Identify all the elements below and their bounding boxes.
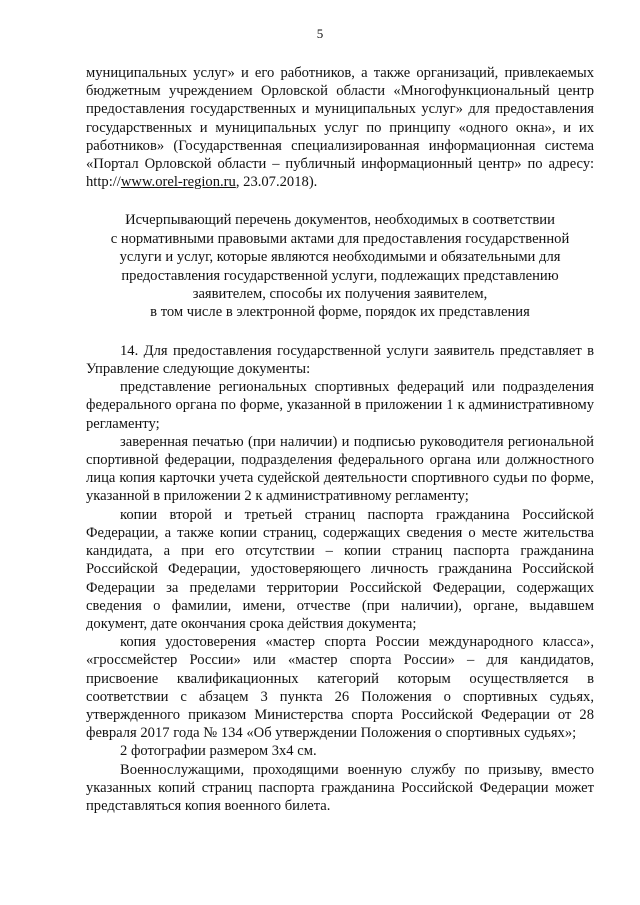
section-heading — [86, 211, 594, 321]
heading-line: с нормативными правовыми актами для предоставления государственной — [110, 230, 570, 247]
heading-line: услуги и услуг, которые являются необходимыми и обязательными для — [119, 249, 561, 266]
intro-text: муниципальных услуг» и его работников, а также организаций, привлекаемых бюджетным учреждением Орловской области «Многофункциональный центр предоставления государственных и муниципальных услуг» для предоставления государственных и муниципальных услуг по принципу «одного окна», и их работников» (Государственная специализированная информационная система «Портал Орловской области – публичный информационный центр» по адресу: http:// — [86, 65, 594, 191]
intro-text-end: , 23.07.2018). — [235, 174, 318, 191]
list-item: копии второй и третьей страниц паспорта гражданина Российской Федерации, а также копии страниц, содержащих сведения о месте жительства кандидата, а при его отсутствии – копии страниц паспорта гражданина Российской Федерации, удостоверяющего личность гражданина Российской Федерации за пределами территории Российской Федерации, содержащих сведения о фамилии, имени, отчестве (при наличии), органе, выдавшем документ, дате окончания срока действия документа; — [86, 506, 594, 632]
military-note: Военнослужащими, проходящими военную службу по призыву, вместо указанных копий страниц паспорта гражданина Российской Федерации может представляться копия военного билета. — [86, 761, 594, 814]
page-number: 5 — [316, 26, 324, 41]
paragraph-14: 14. Для предоставления государственной услуги заявитель представляет в Управление следующие документы: — [86, 342, 594, 378]
list-item: 2 фотографии размером 3х4 см. — [120, 743, 317, 760]
list-item: представление региональных спортивных федераций или подразделения федерального органа по форме, указанной в приложении 1 к административному регламенту; — [86, 379, 594, 432]
orel-region-link[interactable]: www.orel-region.ru — [120, 174, 236, 191]
heading-line: Исчерпывающий перечень документов, необходимых в соответствии — [125, 212, 555, 229]
heading-line: заявителем, способы их получения заявителем, — [192, 286, 488, 303]
list-item: заверенная печатью (при наличии) и подписью руководителя региональной спортивной федерации, подразделения федерального органа или должностного лица копия карточки учета судейской деятельности спортивного судьи по форме, указанной в приложении 2 к административному регламенту; — [86, 433, 594, 505]
heading-line: предоставления государственной услуги, подлежащих представлению — [121, 267, 559, 284]
list-item: копия удостоверения «мастер спорта России международного класса», «гроссмейстер России» или «мастер спорта России» – для кандидатов, присвоение квалификационных категорий которым осуществляется в соответствии с абзацем 3 пункта 26 Положения о спортивных судьях, утвержденного приказом Министерства спорта Российской Федерации от 28 февраля 2017 года № 134 «Об утверждении Положения о спортивных судьях»; — [86, 634, 594, 742]
document-body — [86, 64, 594, 815]
heading-line: в том числе в электронной форме, порядок их представления — [150, 304, 530, 321]
intro-paragraph — [86, 64, 594, 191]
